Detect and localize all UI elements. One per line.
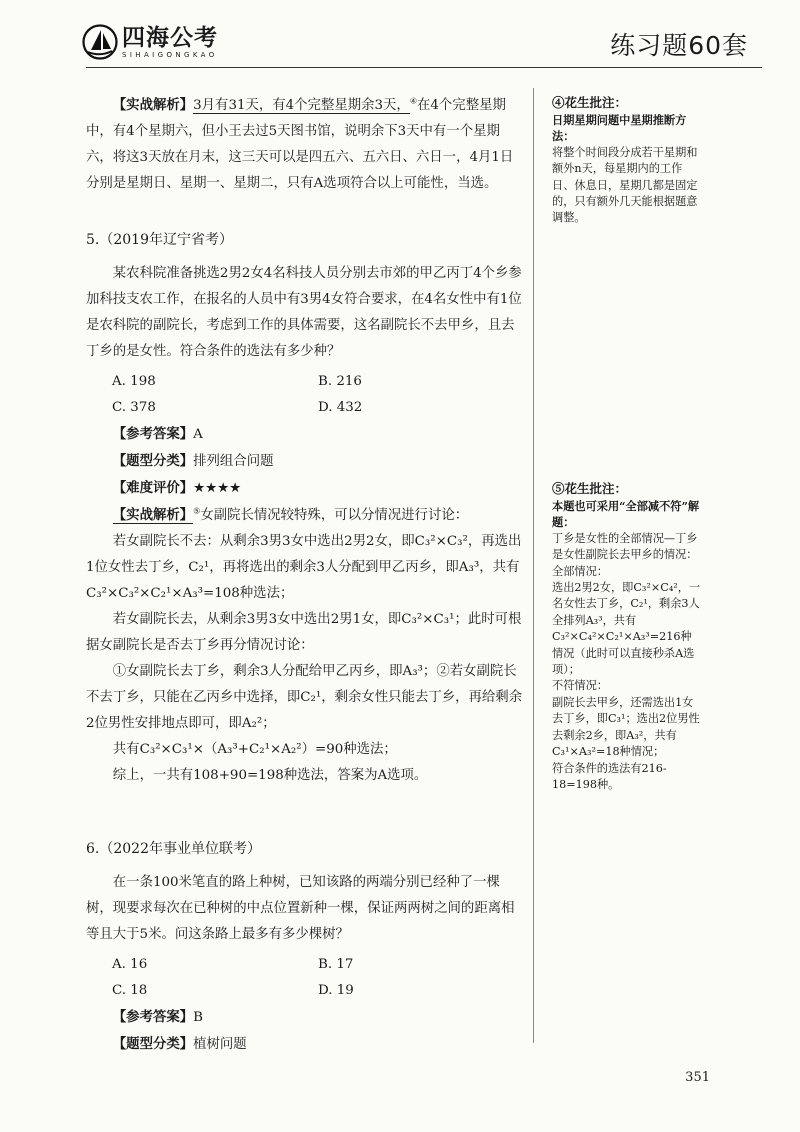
note-line: 符合条件的选法有216-18=198种。 [552,761,667,791]
answer-line: 【参考答案】A [112,426,203,442]
q4-analysis [86,92,526,197]
note-subtitle: 日期星期问题中星期推断方法： [552,113,687,144]
answer-value: A [193,427,203,442]
option-d: D. 19 [318,983,354,998]
analysis-underlined: 3月有31天，有4个完整星期余3天， [193,98,410,113]
question-stem: 在一条100米笔直的路上种树，已知该路的两端分别已经种了一棵树，现要求每次在已种树的中点位置新种一棵，保证两两树之间的距离相等且大于5米。问这条路上最多有多少棵树？ [86,875,515,942]
question-5 [86,227,526,789]
note-marker: ⑤ [193,506,201,516]
options [86,369,526,421]
note-line: 副院长去甲乡，还需选出1女去丁乡，即C₃¹；选出2位男性去剩余2乡，即A₃²，共有C₃¹×A₃²=18种情况； [552,695,700,759]
sail-logo-icon [82,24,118,60]
column-divider [533,88,534,1043]
logo-pinyin: SIHAIGONGKAO [122,50,218,59]
type-line: 【题型分类】植树问题 [112,1036,247,1052]
case-2-total: 共有C₃²×C₃¹×（A₃³+C₂¹×A₂²）=90种选法； [112,742,397,757]
note-line: 不符情况： [552,679,608,693]
answer-line: 【参考答案】B [112,1009,203,1025]
analysis-text: 在4个完整星期中，有4个星期六，但小王去过5天图书馆，说明余下3天中有一个星期六，将这3天放在月末，这三天可以是四五六、五六日、六日一，4月1日分别是星期日、星期一、星期二，只有A选项符合以上可能性，当选。 [86,98,514,191]
note-line: 全部情况： [552,564,608,578]
case-2: 若女副院长去，从剩余3男3女中选出2男1女，即C₃²×C₃¹；此时可根据女副院长是否去丁乡再分情况讨论： [86,612,522,653]
answer-value: B [193,1010,203,1025]
logo-chinese: 四海公考 [122,24,218,51]
question-stem: 某农科院准备挑选2男2女4名科技人员分别去市郊的甲乙丙丁4个乡参加科技支农工作，在报名的人员中有3男4女符合要求，在4名女性中有1位是农科院的副院长，考虑到工作的具体需要，这名副院长不去甲乡，且去丁乡的是女性。符合条件的选法有多少种？ [86,266,522,359]
side-note-5 [552,480,702,793]
type-value: 植树问题 [193,1037,247,1052]
side-note-4 [552,94,702,227]
note-subtitle: 本题也可采用“全部减不符”解题： [552,499,700,530]
header-divider [86,67,762,68]
page-number: 351 [685,1070,710,1085]
conclusion: 综上，一共有108+90=198种选法，答案为A选项。 [112,768,428,783]
brand-logo [82,24,218,60]
option-d: D. 432 [318,400,363,415]
option-a: A. 16 [112,957,148,972]
note-marker: ④ [409,96,417,106]
case-1: 若女副院长不去：从剩余3男3女中选出2男2女，即C₃²×C₃²，再选出1位女性去丁乡，C₂¹，再将选出的剩余3人分配到甲乙丙乡，即A₃³，共有C₃²×C₃²×C₂¹×A₃³=108种选法； [86,534,522,601]
question-head: 5.（2019年辽宁省考） [86,232,233,248]
book-title: 练习题60套 [610,31,748,60]
difficulty-line: 【难度评价】★★★★ [112,480,242,496]
case-2-sub: ①女副院长去丁乡，剩余3人分配给甲乙丙乡，即A₃³；②若女副院长不去丁乡，只能在乙丙乡中选择，即C₂¹，剩余女性只能去丁乡，再给剩余2位男性安排地点即可，即A₂²； [86,664,523,731]
type-line: 【题型分类】排列组合问题 [112,453,274,469]
note-line: 丁乡是女性的全部情况—丁乡是女性副院长去甲乡的情况： [552,531,698,562]
note-title: ④花生批注： [552,95,628,110]
options [86,952,526,1004]
note-body: 将整个时间段分成若干星期和额外n天，每星期内的工作日、休息日，星期几都是固定的，只有额外几天能根据题意调整。 [552,145,698,225]
type-value: 排列组合问题 [193,454,274,469]
analysis-intro: 【实战解析】⑤女副院长情况较特殊，可以分情况进行讨论： [112,506,469,523]
analysis-label: 【实战解析】 [112,97,194,113]
question-head: 6.（2022年事业单位联考） [86,841,261,857]
option-b: B. 216 [318,374,362,389]
note-title: ⑤花生批注： [552,481,628,496]
difficulty-stars: ★★★★ [193,481,242,496]
option-c: C. 378 [112,400,156,415]
option-a: A. 198 [112,374,156,389]
option-c: C. 18 [112,983,148,998]
note-line: 选出2男2女，即C₃²×C₄²，一名女性去丁乡，C₂¹，剩余3人全排列A₃³，共有C₃²×C₄²×C₂¹×A₃³=216种情况（此时可以直接秒杀A选项）； [552,581,701,677]
option-b: B. 17 [318,957,354,972]
question-6 [86,836,526,1058]
